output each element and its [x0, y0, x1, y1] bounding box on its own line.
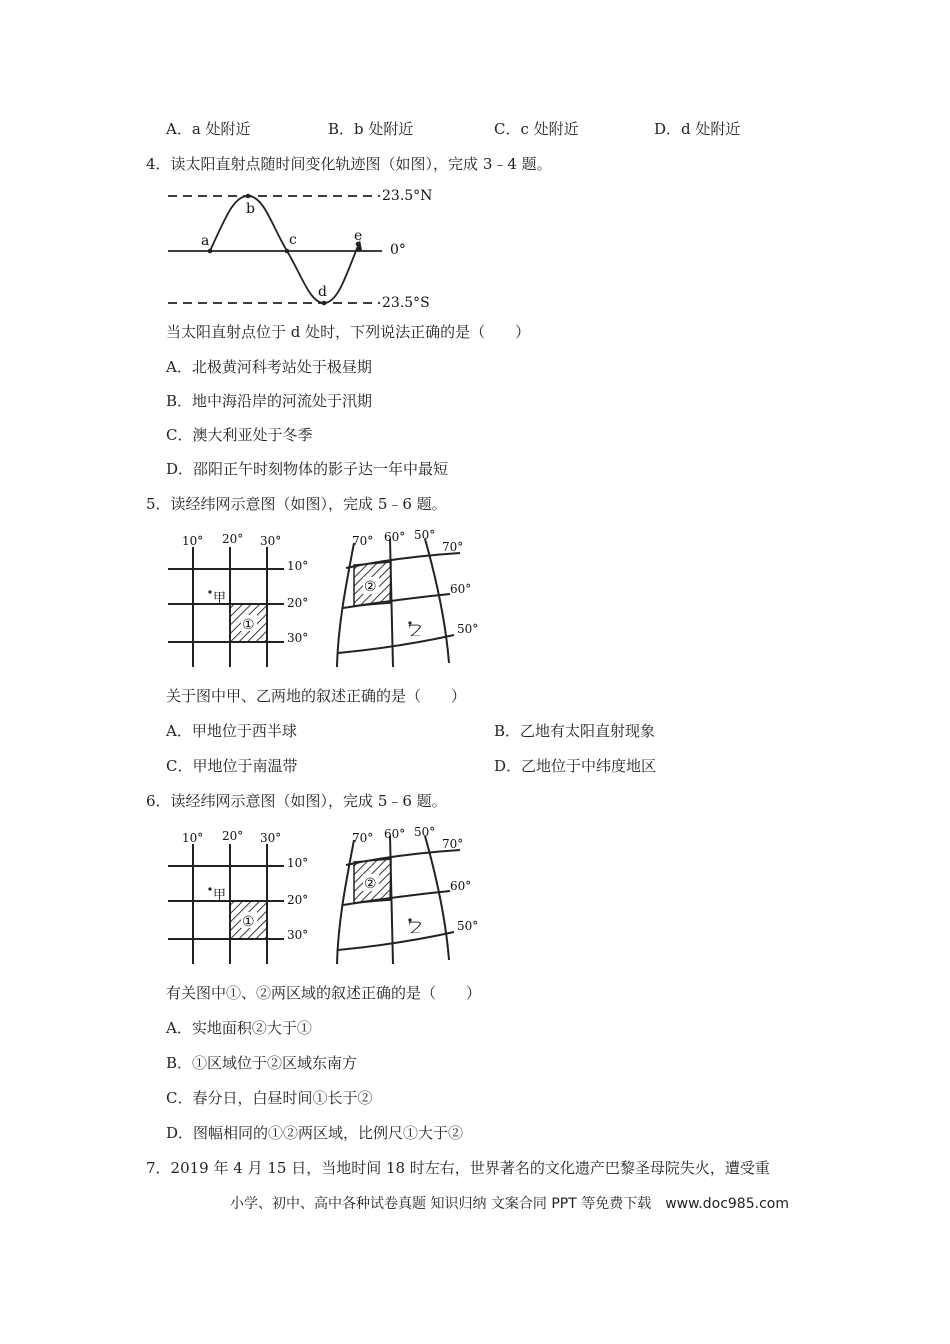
place-yi: 乙	[408, 918, 422, 934]
left-right-30: 30°	[287, 928, 309, 942]
right-top-50: 50°	[414, 528, 436, 542]
right-right-50: 50°	[457, 919, 479, 933]
q6-stem: 6．读经纬网示意图（如图），完成 5﹣6 题。	[146, 792, 447, 810]
region-1: ①	[242, 914, 255, 930]
q4-stem: 4．读太阳直射点随时间变化轨迹图（如图），完成 3﹣4 题。	[146, 155, 552, 173]
q6-option-d: D．图幅相同的①②两区域，比例尺①大于②	[166, 1124, 464, 1142]
left-top-20: 20°	[222, 829, 244, 843]
q5-option-b: B．乙地有太阳直射现象	[494, 722, 656, 740]
q4-option-d: D．邵阳正午时刻物体的影子达一年中最短	[166, 460, 449, 478]
q6-option-b: B．①区域位于②区域东南方	[166, 1054, 358, 1072]
q7-stem: 7．2019 年 4 月 15 日，当地时间 18 时左右，世界著名的文化遗产巴黎圣母院失火，遭受重	[146, 1159, 770, 1177]
q6-option-a: A．实地面积②大于①	[166, 1019, 312, 1037]
left-top-10: 10°	[182, 534, 204, 548]
right-top-60: 60°	[384, 530, 406, 544]
right-right-60: 60°	[450, 582, 472, 596]
graticule-figure-q6	[160, 822, 480, 967]
left-right-30: 30°	[287, 631, 309, 645]
point-d: d	[318, 284, 327, 300]
place-jia: 甲	[213, 591, 227, 606]
point-e: e	[354, 228, 363, 244]
right-top-70: 70°	[352, 831, 374, 845]
right-right-60: 60°	[450, 879, 472, 893]
left-right-20: 20°	[287, 893, 309, 907]
right-right-70: 70°	[442, 837, 464, 851]
q3-option-d: D．d 处附近	[654, 120, 741, 138]
q4-option-c: C．澳大利亚处于冬季	[166, 426, 313, 444]
region-2: ②	[364, 876, 377, 892]
point-b: b	[246, 201, 255, 217]
left-top-30: 30°	[260, 831, 282, 845]
left-right-10: 10°	[287, 559, 309, 573]
q6-option-c: C．春分日，白昼时间①长于②	[166, 1089, 373, 1107]
q4-option-a: A．北极黄河科考站处于极昼期	[166, 358, 372, 376]
q5-option-a: A．甲地位于西半球	[166, 722, 297, 740]
right-right-70: 70°	[442, 540, 464, 554]
left-top-30: 30°	[260, 534, 282, 548]
point-c: c	[289, 232, 297, 248]
q6-question: 有关图中①、②两区域的叙述正确的是（ ）	[166, 984, 482, 1002]
q4-option-b: B．地中海沿岸的河流处于汛期	[166, 392, 373, 410]
region-2: ②	[364, 579, 377, 595]
left-top-20: 20°	[222, 532, 244, 546]
q3-option-b: B．b 处附近	[328, 120, 414, 138]
q5-question: 关于图中甲、乙两地的叙述正确的是（ ）	[166, 687, 467, 705]
label-23-5-n: 23.5°N	[382, 188, 433, 204]
graticule-figure-q5	[160, 525, 480, 670]
right-top-70: 70°	[352, 534, 374, 548]
region-1: ①	[242, 617, 255, 633]
q3-option-a: A．a 处附近	[166, 120, 251, 138]
left-right-10: 10°	[287, 856, 309, 870]
q5-option-c: C．甲地位于南温带	[166, 757, 298, 775]
right-right-50: 50°	[457, 622, 479, 636]
place-yi: 乙	[408, 621, 422, 637]
point-a: a	[201, 233, 210, 249]
q5-option-d: D．乙地位于中纬度地区	[494, 757, 657, 775]
left-top-10: 10°	[182, 831, 204, 845]
right-top-50: 50°	[414, 825, 436, 839]
page-footer: 小学、初中、高中各种试卷真题 知识归纳 文案合同 PPT 等免费下载 www.doc985.com	[230, 1196, 789, 1212]
right-top-60: 60°	[384, 827, 406, 841]
left-right-20: 20°	[287, 596, 309, 610]
place-jia: 甲	[213, 888, 227, 903]
label-equator: 0°	[390, 242, 406, 258]
q3-option-c: C．c 处附近	[494, 120, 579, 138]
q5-stem: 5．读经纬网示意图（如图），完成 5﹣6 题。	[146, 495, 447, 513]
q4-question: 当太阳直射点位于 d 处时，下列说法正确的是（ ）	[166, 323, 531, 341]
label-23-5-s: 23.5°S	[382, 295, 430, 311]
subsolar-track-figure	[160, 180, 450, 311]
